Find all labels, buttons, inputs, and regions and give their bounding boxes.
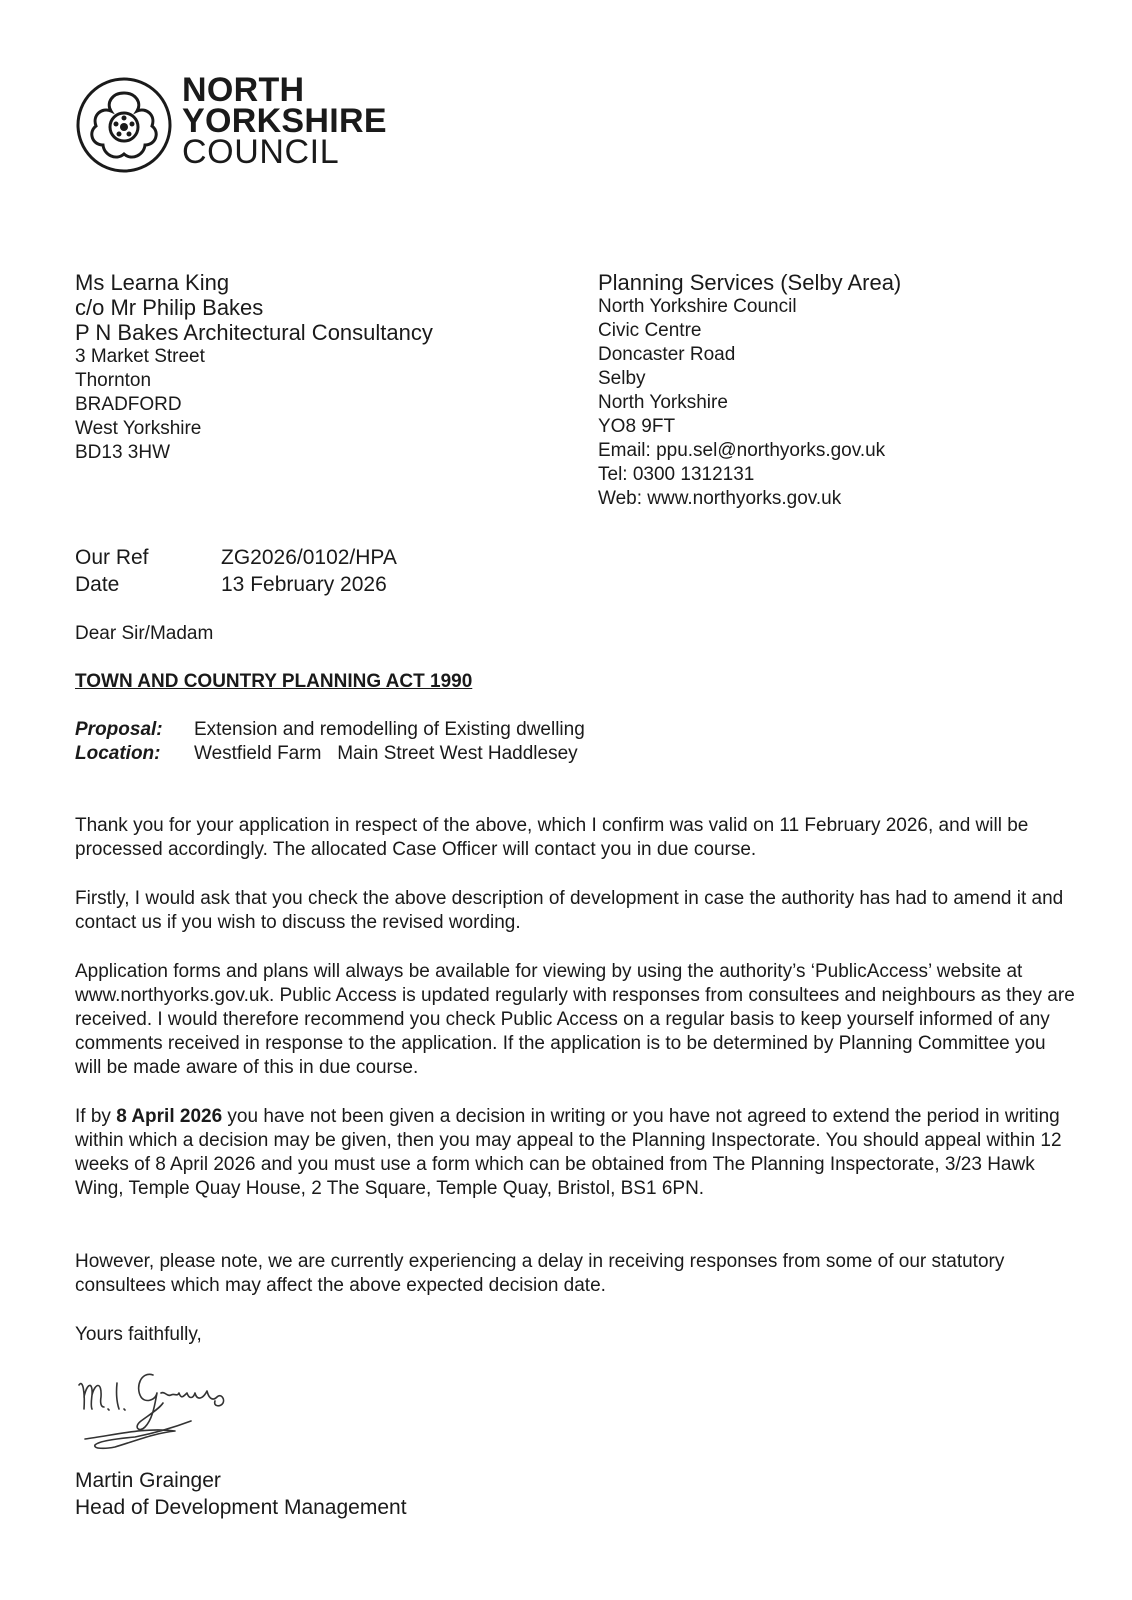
sender-building: Civic Centre [598, 320, 702, 341]
signer-name: Martin Grainger [75, 1469, 221, 1492]
proposal-value: Extension and remodelling of Existing dwelling [194, 719, 585, 740]
recipient-county: West Yorkshire [75, 418, 202, 439]
signer-title: Head of Development Management [75, 1496, 407, 1519]
recipient-address [75, 270, 433, 465]
proposal-row [75, 718, 1075, 742]
location-value: Westfield Farm Main Street West Haddlesey [194, 743, 578, 764]
sender-postcode: YO8 9FT [598, 416, 676, 437]
appeal-text-lead: If by [75, 1106, 117, 1127]
body-paragraph-description: Firstly, I would ask that you check the above description of development in case the authority has had to amend it and contact us if you wish to discuss the revised wording. [75, 888, 1064, 933]
proposal-label: Proposal: [75, 719, 163, 740]
logo-line-north: NORTH [182, 71, 305, 109]
body-paragraph-validation: Thank you for your application in respect of the above, which I confirm was valid on 11 February 2026, and will be processed accordingly. The allocated Case Officer will contact you in due course. [75, 815, 1029, 860]
sender-website[interactable]: Web: www.northyorks.gov.uk [598, 488, 842, 509]
our-ref-row [75, 544, 397, 571]
sender-street: Doncaster Road [598, 344, 736, 365]
proposal-block [75, 718, 1075, 766]
closing: Yours faithfully, [75, 1324, 202, 1345]
recipient-company: P N Bakes Architectural Consultancy [75, 320, 433, 345]
rose-emblem-icon [74, 75, 174, 175]
body-paragraph-delay-notice: However, please note, we are currently experiencing a delay in receiving responses from some of our statutory consultees which may affect the above expected decision date. [75, 1251, 1005, 1296]
body-paragraph-appeal [75, 1105, 1075, 1201]
location-label: Location: [75, 743, 161, 764]
recipient-street: 3 Market Street [75, 346, 205, 367]
date-label: Date [75, 573, 120, 596]
logo-wordmark [182, 71, 387, 171]
body-paragraph-public-access: Application forms and plans will always be available for viewing by using the authority’s ‘PublicAccess’ website at www.northyorks.gov.uk. Public Access is updated regularly with responses from consultees and neighbours as they are received. I would therefore recommend you check Public Access on a regular basis to keep yourself informed of any comments received in response to the application. If the application is to be determined by Planning Committee you will be made aware of this in due course. [75, 961, 1075, 1078]
council-logo [74, 71, 394, 175]
appeal-text-rest: you have not been given a decision in writing or you have not agreed to extend the period in writing within which a decision may be given, then you may appeal to the Planning Inspectorate. You should appeal within 12 weeks of 8 April 2026 and you must use a form which can be obtained from The Planning Inspectorate, 3/23 Hawk Wing, Temple Quay House, 2 The Square, Temple Quay, Bristol, BS1 6PN. [75, 1106, 1062, 1199]
recipient-name: Ms Learna King [75, 270, 230, 295]
letter-references [75, 544, 397, 598]
location-row [75, 742, 1075, 766]
our-ref-label: Our Ref [75, 546, 149, 569]
handwritten-signature [75, 1363, 245, 1463]
sender-county: North Yorkshire [598, 392, 728, 413]
letter-heading: TOWN AND COUNTRY PLANNING ACT 1990 [75, 671, 473, 692]
date-row [75, 571, 397, 598]
our-ref-value: ZG2026/0102/HPA [221, 546, 397, 569]
salutation: Dear Sir/Madam [75, 623, 214, 644]
sender-organisation: North Yorkshire Council [598, 296, 797, 317]
recipient-locality: Thornton [75, 370, 152, 391]
sender-address [598, 270, 901, 511]
signer-block [75, 1467, 407, 1521]
date-value: 13 February 2026 [221, 573, 387, 596]
logo-line-yorkshire: YORKSHIRE [182, 102, 387, 140]
sender-telephone: Tel: 0300 1312131 [598, 464, 755, 485]
recipient-town: BRADFORD [75, 394, 182, 415]
sender-email[interactable]: Email: ppu.sel@northyorks.gov.uk [598, 440, 886, 461]
recipient-care-of: c/o Mr Philip Bakes [75, 295, 264, 320]
sender-town: Selby [598, 368, 646, 389]
sender-department: Planning Services (Selby Area) [598, 270, 902, 295]
decision-deadline-date: 8 April 2026 [116, 1106, 223, 1127]
logo-line-council: COUNCIL [182, 133, 340, 171]
recipient-postcode: BD13 3HW [75, 442, 171, 463]
